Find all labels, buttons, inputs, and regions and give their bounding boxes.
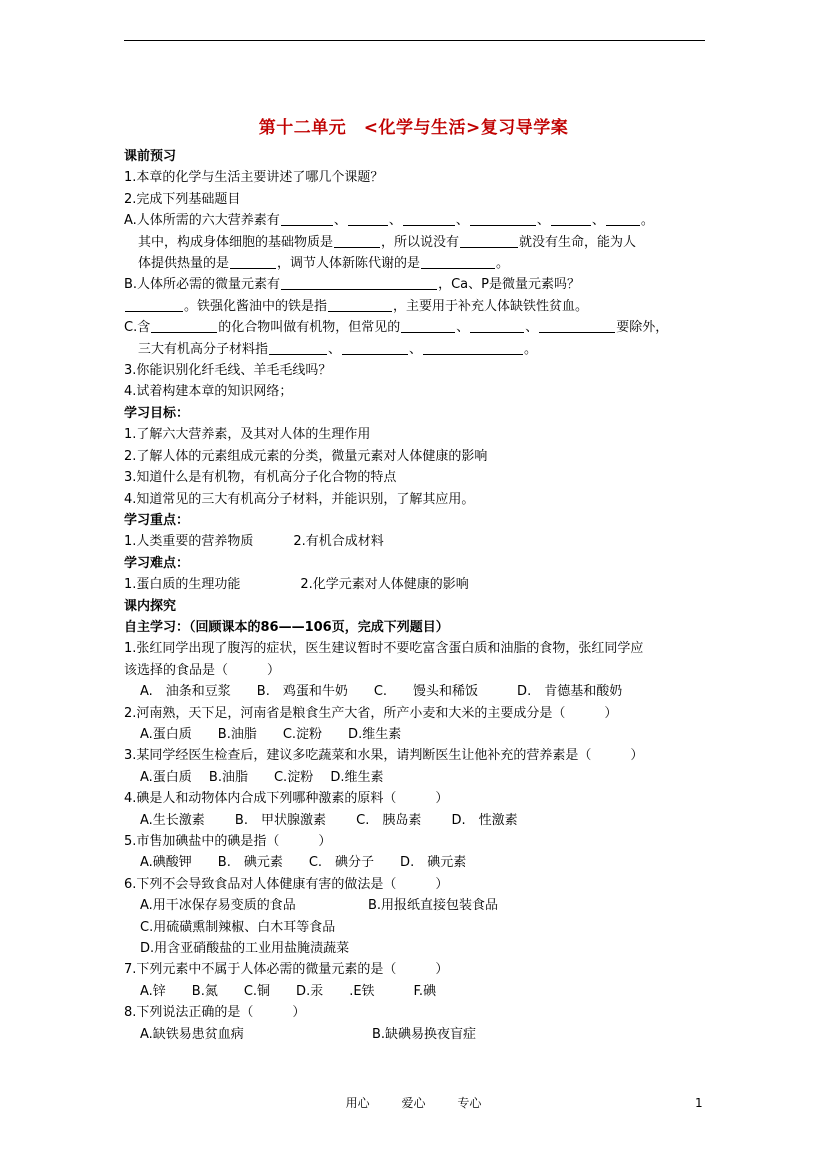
fill-blank[interactable]	[421, 254, 495, 269]
question-8: 8.下列说法正确的是（ ）	[124, 1005, 306, 1021]
preview-a-line1	[124, 210, 714, 231]
question-4: 4.碘是人和动物体内合成下列哪种激素的原料（ ）	[124, 791, 449, 807]
question-1-options: A. 油条和豆浆 B. 鸡蛋和牛奶 C. 馒头和稀饭 D. 肯德基和酸奶	[140, 684, 623, 700]
text: 的化合物叫做有机物，但常见的	[218, 320, 401, 336]
question-8-options-ab	[124, 1024, 714, 1045]
separator: 、	[333, 213, 347, 229]
section-heading-difficulties: 学习难点：	[124, 555, 190, 571]
page-number: 1	[695, 1096, 703, 1110]
document-body	[124, 146, 714, 1045]
fill-blank[interactable]	[470, 211, 536, 226]
section-heading-preview: 课前预习	[124, 149, 177, 164]
keypoints-line	[124, 531, 714, 552]
section-heading-keypoints: 学习重点：	[124, 512, 190, 528]
footer-text-3: 专心	[457, 1096, 482, 1110]
end-mark: 。	[640, 213, 654, 229]
text: ，调节人体新陈代谢的是	[277, 256, 421, 272]
end-mark: 。	[496, 256, 510, 272]
option-b: B.用报纸直接包装食品	[368, 898, 499, 914]
separator: 、	[591, 213, 605, 229]
text: ，Ca、P是微量元素吗？	[438, 277, 580, 293]
fill-blank[interactable]	[551, 211, 591, 226]
text: ，主要用于补充人体缺铁性贫血。	[393, 298, 589, 314]
fill-blank[interactable]	[401, 318, 455, 333]
preview-q2: 2.完成下列基础题目	[124, 191, 241, 207]
fill-blank[interactable]	[269, 340, 327, 355]
question-3: 3.某同学经医生检查后，建议多吃蔬菜和水果，请判断医生让他补充的营养素是（ ）	[124, 748, 644, 764]
question-5-options: A.碘酸钾 B. 碘元素 C. 碘分子 D. 碘元素	[140, 855, 467, 871]
preview-c-line2	[124, 339, 714, 360]
header-rule	[124, 40, 705, 41]
text: 体提供热量的是	[138, 256, 230, 272]
keypoint-a: 1.人类重要的营养物质	[124, 534, 254, 550]
goal-item: 1.了解六大营养素，及其对人体的生理作用	[124, 427, 371, 443]
fill-blank[interactable]	[125, 297, 183, 312]
footer-text-2: 爱心	[401, 1096, 426, 1110]
page-footer	[0, 1094, 827, 1111]
question-6-option-d: D.用含亚硝酸盐的工业用盐腌渍蔬菜	[140, 941, 350, 957]
fill-blank[interactable]	[151, 318, 217, 333]
separator: 、	[455, 213, 469, 229]
goal-item: 2.了解人体的元素组成元素的分类，微量元素对人体健康的影响	[124, 448, 488, 464]
section-heading-explore: 课内探究	[124, 598, 177, 614]
fill-blank[interactable]	[281, 275, 437, 290]
question-1-line1: 1.张红同学出现了腹泻的症状，医生建议暂时不要吃富含蛋白质和油脂的食物，张红同学应	[124, 641, 644, 657]
preview-q4: 4.试着构建本章的知识网络；	[124, 384, 293, 400]
difficulty-a: 1.蛋白质的生理功能	[124, 577, 241, 593]
text: 要除外，	[616, 320, 669, 336]
preview-q1: 1.本章的化学与生活主要讲述了哪几个课题？	[124, 170, 384, 186]
difficulties-line	[124, 574, 714, 595]
question-6: 6.下列不会导致食品对人体健康有害的做法是（ ）	[124, 876, 449, 892]
fill-blank[interactable]	[460, 233, 518, 248]
self-study-text: 自主学习：（回顾课本的86——106页，完成下列题目）	[124, 619, 449, 635]
preview-q3: 3.你能识别化纤毛线、羊毛毛线吗？	[124, 363, 332, 379]
question-5: 5.市售加碘盐中的碘是指（ ）	[124, 834, 332, 849]
footer-text-1: 用心	[345, 1096, 370, 1110]
fill-blank[interactable]	[606, 211, 640, 226]
fill-blank[interactable]	[342, 340, 408, 355]
fill-blank[interactable]	[403, 211, 455, 226]
fill-blank[interactable]	[348, 211, 388, 226]
separator: 、	[409, 341, 423, 357]
preview-b-line1	[124, 274, 714, 295]
text: 其中，构成身体细胞的基础物质是	[138, 234, 334, 250]
preview-a-line2	[124, 232, 714, 253]
question-4-options: A.生长激素 B. 甲状腺激素 C. 胰岛素 D. 性激素	[140, 812, 518, 828]
text: A.人体所需的六大营养素有	[124, 213, 280, 229]
preview-c-line1	[124, 317, 714, 338]
text: B.人体所必需的微量元素有	[124, 277, 281, 293]
separator: 、	[525, 320, 539, 336]
preview-a-line3	[124, 253, 714, 274]
option-b: B.缺碘易换夜盲症	[372, 1026, 477, 1042]
option-a: A.缺铁易患贫血病	[140, 1026, 244, 1042]
question-6-option-c: C.用硫磺熏制辣椒、白木耳等食品	[140, 919, 336, 935]
question-2-options: A.蛋白质 B.油脂 C.淀粉 D.维生素	[140, 726, 402, 742]
text: 就没有生命，能为人	[519, 234, 637, 250]
fill-blank[interactable]	[423, 340, 523, 355]
difficulty-b: 2.化学元素对人体健康的影响	[300, 577, 469, 593]
text: ，所以说没有	[381, 234, 460, 250]
question-3-options: A.蛋白质 B.油脂 C.淀粉 D.维生素	[140, 769, 384, 785]
end-mark: 。	[524, 341, 538, 357]
page-title: 第十二单元 <化学与生活>复习导学案	[258, 118, 569, 138]
text: 。铁强化酱油中的铁是指	[184, 298, 328, 314]
fill-blank[interactable]	[230, 254, 276, 269]
separator: 、	[536, 213, 550, 229]
keypoint-b: 2.有机合成材料	[293, 534, 384, 550]
separator: 、	[388, 213, 402, 229]
option-a: A.用干冰保存易变质的食品	[140, 898, 296, 914]
question-2: 2.河南熟，天下足，河南省是粮食生产大省，所产小麦和大米的主要成分是（ ）	[124, 705, 618, 721]
fill-blank[interactable]	[334, 233, 380, 248]
question-7-options: A.锌 B.氮 C.铜 D.汞 .E铁 F.碘	[140, 983, 437, 999]
separator: 、	[328, 341, 342, 357]
goal-item: 4.知道常见的三大有机高分子材料，并能识别，了解其应用。	[124, 491, 475, 507]
goal-item: 3.知道什么是有机物，有机高分子化合物的特点	[124, 470, 397, 486]
question-1-line2: 该选择的食品是（ ）	[124, 662, 281, 678]
fill-blank[interactable]	[539, 318, 615, 333]
fill-blank[interactable]	[328, 297, 392, 312]
preview-b-line2	[124, 296, 714, 317]
question-7: 7.下列元素中不属于人体必需的微量元素的是（ ）	[124, 962, 449, 978]
section-heading-goals: 学习目标：	[124, 405, 190, 421]
self-study-heading	[124, 617, 714, 638]
question-6-options-ab	[124, 895, 714, 916]
separator: 、	[456, 320, 470, 336]
text: 三大有机高分子材料指	[138, 341, 269, 357]
text: C.含	[124, 320, 151, 336]
fill-blank[interactable]	[470, 318, 524, 333]
fill-blank[interactable]	[281, 211, 333, 226]
